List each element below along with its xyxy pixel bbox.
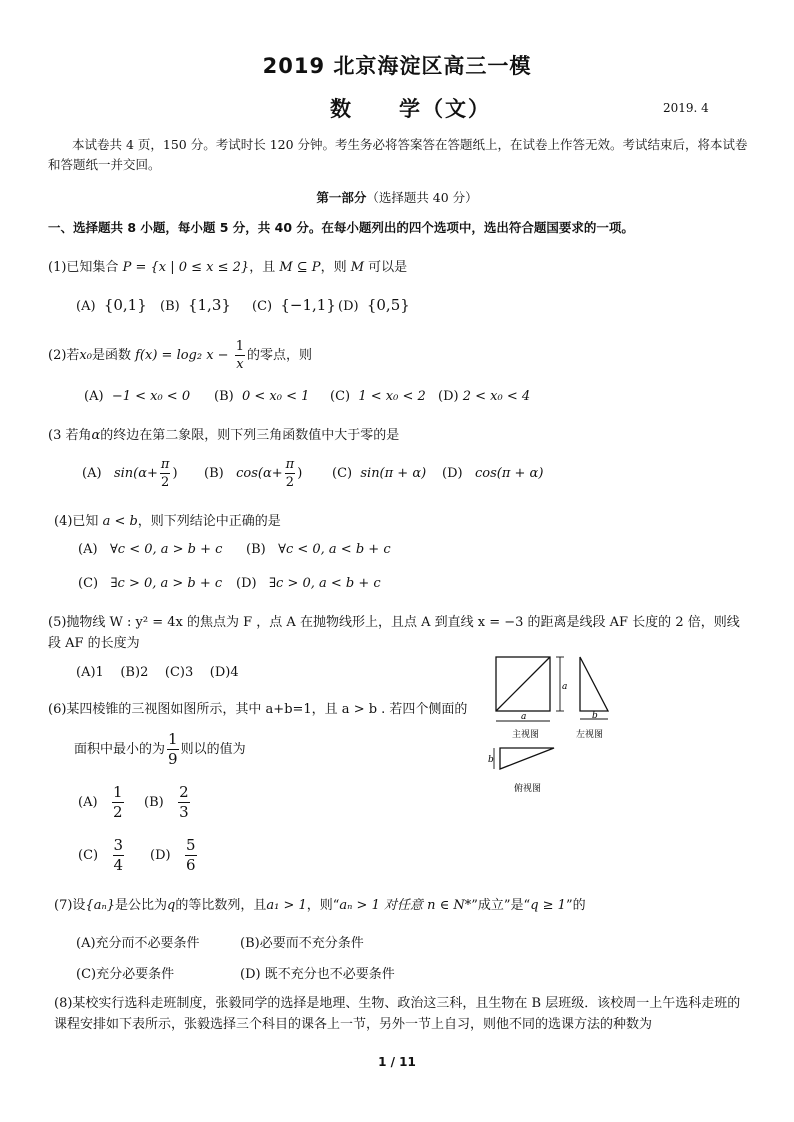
q7-option-d [240, 963, 395, 982]
q6-option-d [150, 838, 199, 873]
frac-den: 2 [161, 475, 170, 490]
option-label: (D) [338, 299, 359, 314]
option-label: (C) [330, 389, 351, 404]
q1-text: ，则 [320, 260, 347, 275]
q2-text: 是函数 [91, 348, 131, 363]
option-value: 必要而不充分条件 [259, 936, 364, 951]
q1-text: ，且 [249, 260, 276, 275]
question-8: (8)某校实行选科走班制度，张毅同学的选择是地理、生物、政治这三科，且生物在 B 层班级．该校周一上午选科走班的课程安排如下表所示，张毅选择三个科目的课各上一节，另外一节上自习，则他不同的选课方法的种数为 [54, 996, 741, 1032]
q2-var: x₀ [79, 348, 92, 363]
question-3 [48, 424, 399, 443]
frac-den: 2 [112, 803, 123, 821]
q6-text: 则以的值为 [180, 742, 246, 757]
option-label: (B) [240, 936, 260, 951]
frac-den: 2 [285, 475, 295, 490]
option-value: 4 [230, 665, 239, 680]
q1-option-d [338, 296, 410, 314]
q7-condition: a₁ > 1 [266, 898, 307, 913]
q3-option-d [442, 466, 543, 481]
q3-option-b [204, 458, 302, 489]
section-heading: 一、选择题共 8 小题，每小题 5 分，共 40 分。在每小题列出的四个选项中，选出符合题国要求的一项。 [48, 220, 634, 235]
option-value: ) [172, 466, 178, 481]
part-note: （选择题共 40 分） [366, 190, 478, 205]
option-value: 3 [184, 665, 194, 680]
question-7 [54, 894, 586, 913]
option-value: ∃c > 0, a > b + c [110, 576, 223, 591]
option-label: (A) [76, 936, 96, 951]
top-view-caption: 俯视图 [514, 784, 542, 794]
q2-text: 的零点，则 [247, 348, 313, 363]
q7-option-a [76, 932, 200, 951]
option-value: 2 [140, 665, 149, 680]
frac-num: π [160, 457, 170, 472]
q7-text: ”成立”是“ [471, 898, 531, 913]
question-5: (5)抛物线 W : y² = 4x 的焦点为 F ，点 A 在抛物线形上，且点 A 到直线 x = −3 的距离是线段 AF 长度的 2 倍，则线段 AF 的长度为 [48, 615, 740, 651]
option-label: (D) [150, 848, 171, 863]
option-fraction [185, 838, 197, 873]
option-label: (D) [442, 466, 463, 481]
q2-option-d [438, 389, 530, 404]
q2-function: f(x) = log₂ x − [135, 348, 229, 363]
q6-option-a [78, 785, 126, 820]
q1-set-p: P = {x | 0 ≤ x ≤ 2} [122, 260, 250, 275]
frac-den: 3 [179, 803, 189, 821]
option-fraction [178, 785, 190, 820]
option-value: 充分而不必要条件 [95, 936, 200, 951]
q4-option-c [78, 576, 222, 591]
option-label: (B) [160, 299, 180, 314]
q2-option-c [330, 389, 426, 404]
q7-text: 是公比为 [114, 898, 167, 913]
question-1 [48, 256, 407, 275]
option-value: sin(π + α) [360, 466, 427, 481]
option-fraction [285, 458, 296, 489]
q1-relation: M ⊆ P [279, 260, 321, 275]
q7-text: (7)设 [54, 898, 86, 913]
left-view-triangle [580, 657, 608, 711]
q1-text: 可以是 [368, 260, 408, 275]
q7-text: ”的 [565, 898, 586, 913]
option-value: {1,3} [187, 296, 231, 314]
option-value: −1 < x₀ < 0 [111, 389, 191, 404]
q1-option-b [160, 296, 231, 314]
top-view-triangle [500, 748, 554, 769]
q6-text: 面积中最小的为 [74, 742, 166, 757]
option-label: (A) [84, 389, 104, 404]
question-2 [48, 340, 312, 371]
option-value: 2 < x₀ < 4 [462, 389, 531, 404]
option-label: (B) [246, 542, 266, 557]
label-a: a [562, 682, 568, 692]
frac-num: 2 [179, 783, 189, 801]
option-value: 充分必要条件 [96, 967, 175, 982]
q1-text: (1)已知集合 [48, 260, 119, 275]
q7-option-b [240, 932, 364, 951]
q4-text: (4)已知 [54, 514, 99, 529]
q4-option-b [246, 542, 391, 557]
q2-option-b [214, 389, 309, 404]
q6-continuation [74, 732, 246, 767]
option-value: {−1,1} [280, 296, 336, 314]
option-label: (A) [78, 542, 98, 557]
option-label: (D) [438, 389, 459, 404]
option-label: (B) [204, 466, 224, 481]
q3-text: 的终边在第二象限，则下列三角函数值中大于零的是 [100, 428, 400, 443]
q2-fraction [235, 340, 245, 371]
q4-text: ，则下列结论中正确的是 [137, 514, 281, 529]
q3-text: (3 若角 [48, 428, 92, 443]
q7-text: ，则“ [306, 898, 340, 913]
three-views-figure [486, 645, 621, 800]
q3-option-c [332, 466, 426, 481]
option-label: (C) [78, 848, 99, 863]
q6-option-c [78, 838, 126, 873]
q7-sequence: {aₙ} [85, 898, 115, 913]
option-value: ) [297, 466, 303, 481]
option-label: (D) [240, 967, 261, 982]
option-label: (B) [144, 795, 164, 810]
frac-den: 9 [168, 750, 178, 768]
page-number: 1 / 11 [378, 1055, 416, 1069]
exam-date: 2019. 4 [663, 101, 709, 115]
option-value: sin(α+ [113, 466, 158, 481]
label-b: b [592, 711, 598, 721]
option-value: ∀c < 0, a < b + c [278, 542, 391, 557]
question-4 [54, 510, 281, 529]
option-fraction [113, 838, 125, 873]
q4-option-a [78, 542, 222, 557]
part-name: 第一部分 [316, 190, 367, 205]
front-view-caption: 主视图 [512, 730, 540, 740]
q4-option-d [236, 576, 381, 591]
exam-instructions: 本试卷共 4 页，150 分。考试时长 120 分钟。考生务必将答案答在答题纸上，在试卷上作答无效。考试结束后，将本试卷和答题纸一并交回。 [48, 137, 748, 172]
option-value: {0,5} [366, 296, 410, 314]
option-value: ∃c > 0, a < b + c [268, 576, 381, 591]
option-label: (D) [209, 665, 231, 680]
q6-option-b [144, 785, 192, 820]
option-label: (C) [332, 466, 353, 481]
q7-statement: aₙ > 1 对任意 n ∈ N* [339, 898, 472, 913]
option-label: (A) [76, 299, 96, 314]
q5-options [76, 665, 239, 680]
option-fraction [160, 458, 171, 489]
option-value: 0 < x₀ < 1 [241, 389, 310, 404]
q1-var: M [350, 260, 365, 275]
frac-num: 3 [113, 836, 124, 854]
option-value: {0,1} [103, 296, 147, 314]
q3-var: α [91, 428, 101, 443]
option-label: (A) [82, 466, 102, 481]
q6-fraction [167, 732, 179, 767]
option-label: (D) [236, 576, 257, 591]
option-label: (C) [164, 665, 185, 680]
exam-title: 2019 北京海淀区高三一模 [262, 54, 532, 78]
q3-option-a [82, 458, 178, 489]
frac-den: 4 [113, 856, 124, 874]
q7-option-c [76, 963, 174, 982]
q7-condition-2: q ≥ 1 [530, 898, 566, 913]
frac-den: x [236, 357, 244, 372]
frac-num: 1 [112, 783, 123, 801]
q4-condition: a < b [102, 514, 138, 529]
left-view-caption: 左视图 [576, 730, 604, 740]
option-label: (C) [78, 576, 99, 591]
option-label: (C) [252, 299, 273, 314]
front-view-diagonal [496, 657, 550, 711]
part-heading [0, 188, 794, 206]
option-value: ∀c < 0, a > b + c [109, 542, 223, 557]
option-label: (A) [78, 795, 98, 810]
label-b: b [488, 755, 494, 765]
frac-num: 5 [185, 836, 196, 854]
question-6: (6)某四棱锥的三视图如图所示，其中 a+b=1，且 a > b . 若四个侧面的 [48, 702, 468, 717]
option-value: cos(α+ [236, 466, 283, 481]
option-value: 1 < x₀ < 2 [358, 389, 426, 404]
option-label: (B) [214, 389, 234, 404]
option-value: 既不充分也不必要条件 [264, 967, 395, 982]
option-value: 1 [95, 665, 104, 680]
option-label: (A) [76, 665, 96, 680]
subject-title: 数 学（文） [330, 96, 491, 121]
q2-text: (2)若 [48, 348, 80, 363]
frac-den: 6 [185, 856, 196, 874]
option-label: (C) [76, 967, 97, 982]
q7-text: 的等比数列，且 [175, 898, 267, 913]
q7-var: q [167, 898, 176, 913]
q1-option-a [76, 296, 147, 314]
frac-num: π [285, 457, 295, 472]
option-value: cos(π + α) [474, 466, 544, 481]
q2-option-a [84, 389, 190, 404]
q1-option-c [252, 296, 336, 314]
option-label: (B) [120, 665, 141, 680]
label-a: a [521, 712, 527, 722]
frac-num: 1 [235, 339, 244, 354]
option-fraction [112, 785, 124, 820]
frac-num: 1 [168, 730, 178, 748]
